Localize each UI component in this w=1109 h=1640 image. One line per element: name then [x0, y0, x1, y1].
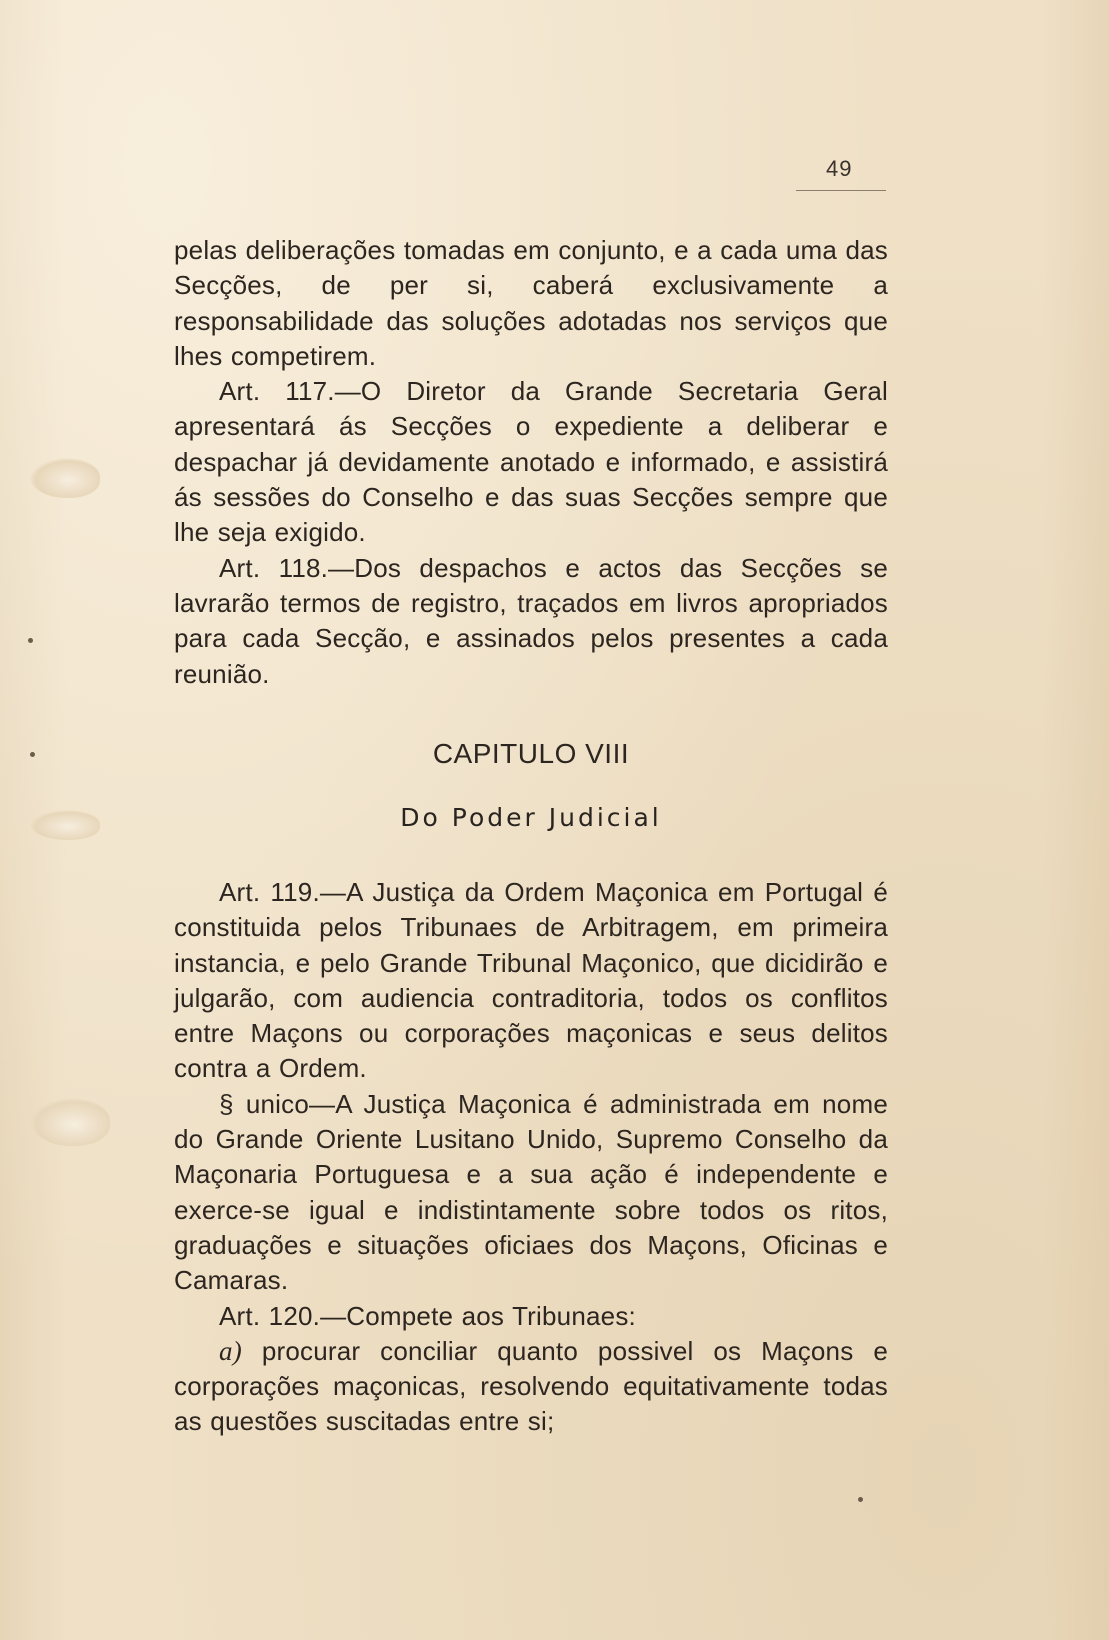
paragraph-art-117: Art. 117.—O Diretor da Grande Secretaria Geral apresentará ás Secções o expediente a deliberar e despachar já devidamente anotado e informado, e assistirá ás sessões do Conselho e das suas Secções sempre que lhe seja exigido.: [174, 376, 888, 548]
paragraph-art-118: Art. 118.—Dos despachos e actos das Secções se lavrarão termos de registro, traçados em livros apropriados para cada Secção, e assinados pelos presentes a cada reunião.: [174, 552, 888, 689]
body-text-upper: [174, 233, 888, 692]
chapter-subtitle: Do Poder Judicial: [400, 803, 662, 832]
paragraph-art-119: Art. 119.—A Justiça da Ordem Maçonica em Portugal é constituida pelos Tribunaes de Arbitragem, em primeira instancia, e pelo Grande Tribunal Maçonico, que dicidirão e julgarão, com audiencia contraditoria, todos os conflitos entre Maçons ou corporações maçonicas e seus delitos contra a Ordem.: [174, 877, 888, 1084]
binding-hole: [30, 1098, 110, 1146]
page-number: 49: [826, 156, 853, 181]
chapter-title: CAPITULO VIII: [432, 738, 630, 769]
page-number-rule: [796, 190, 886, 191]
paragraph-art-120: Art. 120.—Compete aos Tribunaes:: [219, 1300, 636, 1331]
binding-hole: [30, 458, 100, 498]
item-a-text: procurar conciliar quanto possivel os Maçons e corporações maçonicas, resolvendo equitativamente todas as questões suscitadas entre si;: [174, 1335, 888, 1437]
ink-speck: [28, 638, 33, 643]
paragraph-item-a: [174, 1334, 888, 1440]
paragraph-continuation: pelas deliberações tomadas em conjunto, e a cada uma das Secções, de per si, caberá exclusivamente a responsabilidade das soluções adotadas nos serviços que lhes competirem.: [174, 235, 888, 371]
ink-speck: [30, 752, 35, 757]
paragraph-unico: § unico—A Justiça Maçonica é administrada em nome do Grande Oriente Lusitano Unido, Supremo Conselho da Maçonaria Portuguesa e a sua ação é independente e exerce-se igual e indistintamente sobre todos os ritos, graduações e situações oficiaes dos Maçons, Oficinas e Camaras.: [174, 1088, 888, 1296]
body-text-lower: [174, 875, 888, 1440]
binding-hole: [30, 810, 100, 840]
item-a-label: a): [219, 1335, 242, 1366]
ink-speck: [858, 1497, 863, 1502]
